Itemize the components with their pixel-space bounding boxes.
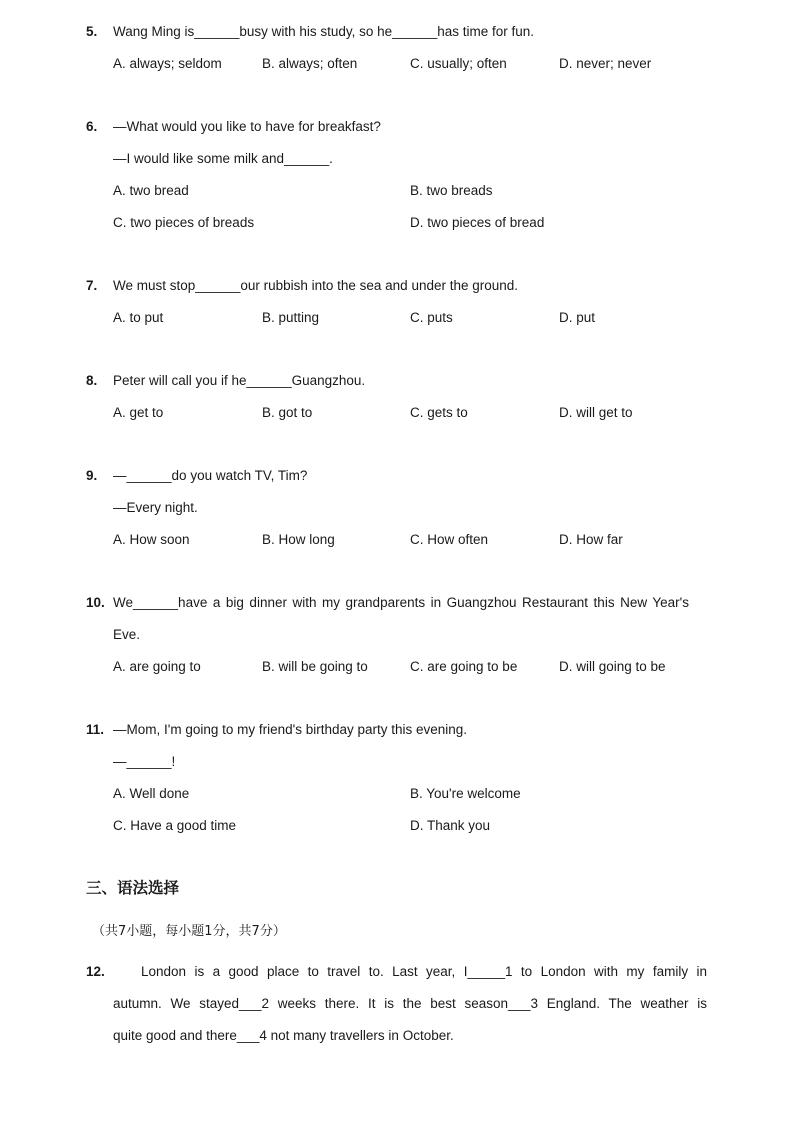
option-b[interactable]: B. putting xyxy=(262,310,320,325)
option-c[interactable]: C. puts xyxy=(410,310,453,325)
option-b[interactable]: B. How long xyxy=(262,532,335,547)
option-b[interactable]: B. two breads xyxy=(410,183,493,198)
question-number: 11. xyxy=(86,722,105,737)
question-number: 12. xyxy=(86,964,105,979)
option-d[interactable]: D. will get to xyxy=(559,405,633,420)
option-c[interactable]: C. gets to xyxy=(410,405,468,420)
option-d[interactable]: D. put xyxy=(559,310,596,325)
question-stem-line-2: —______! xyxy=(113,754,176,769)
question-number: 5. xyxy=(86,24,98,39)
question-number: 10. xyxy=(86,595,105,610)
option-b[interactable]: B. got to xyxy=(262,405,313,420)
question-stem-line-2: Eve. xyxy=(113,627,141,642)
passage-line-3: quite good and there___4 not many travellers in October. xyxy=(113,1028,454,1043)
option-a[interactable]: A. How soon xyxy=(113,532,190,547)
option-c[interactable]: C. Have a good time xyxy=(113,818,237,833)
option-b[interactable]: B. will be going to xyxy=(262,659,368,674)
option-a[interactable]: A. to put xyxy=(113,310,164,325)
option-b[interactable]: B. You're welcome xyxy=(410,786,521,801)
option-c[interactable]: C. are going to be xyxy=(410,659,518,674)
question-stem: We______have a big dinner with my grandparents in Guangzhou Restaurant this New Year's xyxy=(113,595,689,610)
question-number: 7. xyxy=(86,278,98,293)
section-note: （共7小题，每小题1分，共7分） xyxy=(92,924,286,939)
option-b[interactable]: B. always; often xyxy=(262,56,358,71)
option-a[interactable]: A. two bread xyxy=(113,183,189,198)
question-stem: We must stop______our rubbish into the sea and under the ground. xyxy=(113,278,519,293)
option-d[interactable]: D. How far xyxy=(559,532,623,547)
option-a[interactable]: A. get to xyxy=(113,405,164,420)
section-title: 三、语法选择 xyxy=(86,879,180,897)
question-stem: —What would you like to have for breakfast? xyxy=(113,119,381,134)
question-number: 8. xyxy=(86,373,98,388)
option-d[interactable]: D. two pieces of bread xyxy=(410,215,545,230)
option-d[interactable]: D. Thank you xyxy=(410,818,491,833)
question-stem-line-2: —I would like some milk and______. xyxy=(113,151,333,166)
passage-line-2: autumn. We stayed___2 weeks there. It is the best season___3 England. The weather is xyxy=(113,996,707,1011)
question-number: 6. xyxy=(86,119,98,134)
option-a[interactable]: A. always; seldom xyxy=(113,56,222,71)
question-stem: —______do you watch TV, Tim? xyxy=(113,468,308,483)
option-a[interactable]: A. are going to xyxy=(113,659,201,674)
option-c[interactable]: C. How often xyxy=(410,532,489,547)
option-d[interactable]: D. will going to be xyxy=(559,659,666,674)
option-a[interactable]: A. Well done xyxy=(113,786,190,801)
option-c[interactable]: C. usually; often xyxy=(410,56,507,71)
question-stem-line-2: —Every night. xyxy=(113,500,198,515)
question-stem: —Mom, I'm going to my friend's birthday party this evening. xyxy=(113,722,468,737)
passage-line-1: London is a good place to travel to. Last year, I_____1 to London with my family in xyxy=(141,964,707,979)
option-d[interactable]: D. never; never xyxy=(559,56,652,71)
question-stem: Wang Ming is______busy with his study, so he______has time for fun. xyxy=(113,24,534,39)
option-c[interactable]: C. two pieces of breads xyxy=(113,215,255,230)
question-stem: Peter will call you if he______Guangzhou. xyxy=(113,373,366,388)
question-number: 9. xyxy=(86,468,98,483)
